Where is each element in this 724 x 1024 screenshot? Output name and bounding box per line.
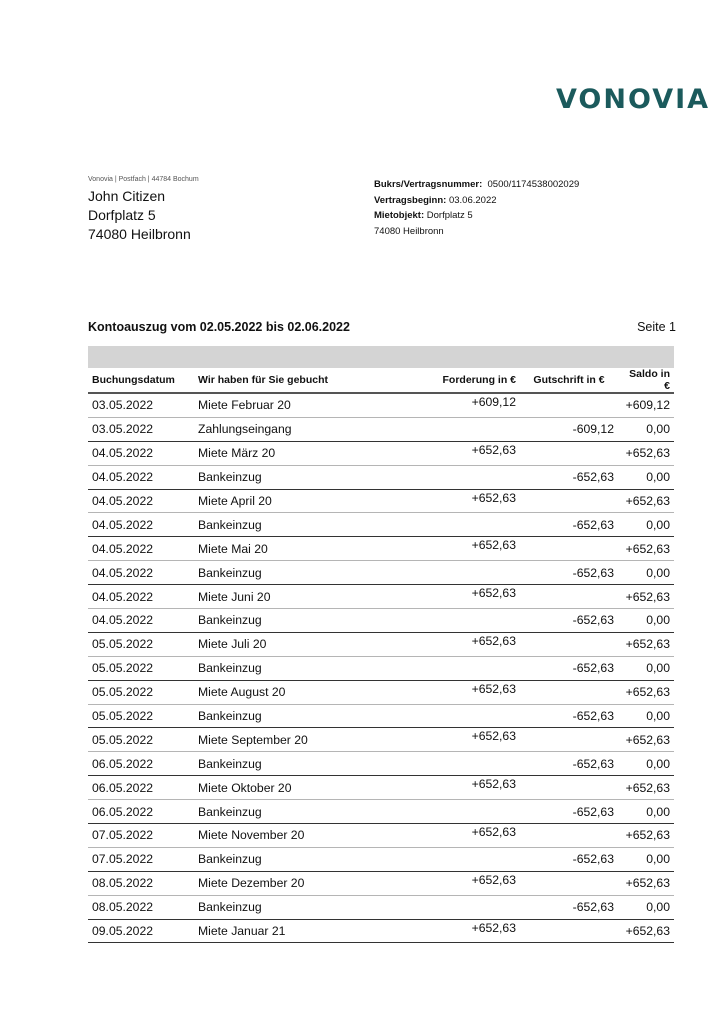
rental-object-city: 74080 Heilbronn xyxy=(374,225,444,237)
table-row xyxy=(88,847,674,871)
cell-date: 05.05.2022 xyxy=(88,632,194,656)
cell-balance: 0,00 xyxy=(618,847,674,871)
cell-credit xyxy=(520,776,618,800)
page-number: Seite 1 xyxy=(637,320,676,334)
cell-charge: +652,63 xyxy=(412,776,520,800)
cell-balance: 0,00 xyxy=(618,465,674,489)
cell-charge: +652,63 xyxy=(412,728,520,752)
table-row xyxy=(88,585,674,609)
cell-description: Bankeinzug xyxy=(194,609,412,633)
cell-balance: 0,00 xyxy=(618,895,674,919)
cell-date: 06.05.2022 xyxy=(88,800,194,824)
table-row xyxy=(88,465,674,489)
col-header-balance: Saldo in € xyxy=(618,368,674,393)
table-row xyxy=(88,441,674,465)
table-row xyxy=(88,656,674,680)
table-row xyxy=(88,537,674,561)
table-header-bar xyxy=(88,346,674,368)
table-row xyxy=(88,776,674,800)
table-row xyxy=(88,609,674,633)
cell-credit: -652,63 xyxy=(520,561,618,585)
cell-description: Bankeinzug xyxy=(194,704,412,728)
cell-charge xyxy=(412,561,520,585)
cell-date: 04.05.2022 xyxy=(88,537,194,561)
cell-credit xyxy=(520,871,618,895)
cell-charge: +652,63 xyxy=(412,537,520,561)
cell-credit: -609,12 xyxy=(520,417,618,441)
contract-start: 03.06.2022 xyxy=(448,194,497,206)
cell-balance: +652,63 xyxy=(618,776,674,800)
cell-credit xyxy=(520,537,618,561)
cell-charge: +652,63 xyxy=(412,824,520,848)
cell-description: Miete Januar 21 xyxy=(194,919,412,943)
statement-title: Kontoauszug vom 02.05.2022 bis 02.06.2022 xyxy=(88,320,350,334)
table-row xyxy=(88,632,674,656)
table-row xyxy=(88,704,674,728)
cell-balance: +652,63 xyxy=(618,919,674,943)
sender-line: Vonovia | Postfach | 44784 Bochum xyxy=(88,176,199,183)
table-row xyxy=(88,728,674,752)
cell-credit: -652,63 xyxy=(520,513,618,537)
cell-balance: 0,00 xyxy=(618,800,674,824)
table-row xyxy=(88,871,674,895)
cell-charge: +652,63 xyxy=(412,441,520,465)
col-header-credit: Gutschrift in € xyxy=(520,368,618,393)
cell-description: Miete August 20 xyxy=(194,680,412,704)
cell-credit xyxy=(520,919,618,943)
transactions-table xyxy=(88,368,674,943)
contract-info xyxy=(374,177,579,239)
cell-date: 04.05.2022 xyxy=(88,513,194,537)
cell-description: Bankeinzug xyxy=(194,561,412,585)
cell-charge xyxy=(412,513,520,537)
cell-description: Bankeinzug xyxy=(194,895,412,919)
cell-credit xyxy=(520,632,618,656)
cell-date: 06.05.2022 xyxy=(88,776,194,800)
vonovia-logo: VONOVIA xyxy=(556,84,711,115)
cell-credit: -652,63 xyxy=(520,704,618,728)
table-row xyxy=(88,800,674,824)
recipient-city: 74080 Heilbronn xyxy=(88,226,191,242)
cell-credit xyxy=(520,728,618,752)
cell-description: Miete Mai 20 xyxy=(194,537,412,561)
cell-description: Miete Dezember 20 xyxy=(194,871,412,895)
cell-credit xyxy=(520,680,618,704)
cell-charge xyxy=(412,895,520,919)
table-row xyxy=(88,393,674,417)
cell-charge xyxy=(412,704,520,728)
col-header-description: Wir haben für Sie gebucht xyxy=(194,368,412,393)
cell-balance: 0,00 xyxy=(618,561,674,585)
cell-description: Miete Oktober 20 xyxy=(194,776,412,800)
cell-credit: -652,63 xyxy=(520,895,618,919)
cell-description: Miete November 20 xyxy=(194,824,412,848)
cell-charge: +652,63 xyxy=(412,489,520,513)
cell-charge: +652,63 xyxy=(412,585,520,609)
cell-credit xyxy=(520,585,618,609)
table-row xyxy=(88,561,674,585)
cell-credit: -652,63 xyxy=(520,847,618,871)
cell-balance: +652,63 xyxy=(618,728,674,752)
cell-date: 04.05.2022 xyxy=(88,609,194,633)
cell-balance: +652,63 xyxy=(618,632,674,656)
cell-date: 08.05.2022 xyxy=(88,895,194,919)
cell-credit: -652,63 xyxy=(520,752,618,776)
cell-description: Bankeinzug xyxy=(194,513,412,537)
table-row xyxy=(88,489,674,513)
table-row xyxy=(88,824,674,848)
cell-date: 04.05.2022 xyxy=(88,489,194,513)
cell-description: Bankeinzug xyxy=(194,847,412,871)
cell-charge xyxy=(412,417,520,441)
cell-date: 05.05.2022 xyxy=(88,656,194,680)
cell-credit xyxy=(520,489,618,513)
cell-charge xyxy=(412,752,520,776)
contract-number: 0500/1174538002029 xyxy=(487,179,580,190)
cell-description: Miete April 20 xyxy=(194,489,412,513)
cell-charge: +652,63 xyxy=(412,919,520,943)
cell-description: Bankeinzug xyxy=(194,465,412,489)
table-row xyxy=(88,752,674,776)
cell-description: Zahlungseingang xyxy=(194,417,412,441)
cell-charge xyxy=(412,609,520,633)
cell-date: 05.05.2022 xyxy=(88,680,194,704)
cell-balance: +652,63 xyxy=(618,824,674,848)
cell-date: 08.05.2022 xyxy=(88,871,194,895)
cell-balance: +652,63 xyxy=(618,871,674,895)
rental-object: Dorfplatz 5 xyxy=(426,210,473,221)
cell-description: Miete Februar 20 xyxy=(194,393,412,417)
table-row xyxy=(88,680,674,704)
cell-charge xyxy=(412,465,520,489)
cell-balance: 0,00 xyxy=(618,704,674,728)
col-header-date: Buchungsdatum xyxy=(88,368,194,393)
cell-credit xyxy=(520,824,618,848)
table-row xyxy=(88,919,674,943)
cell-credit: -652,63 xyxy=(520,465,618,489)
cell-balance: 0,00 xyxy=(618,656,674,680)
cell-balance: +609,12 xyxy=(618,393,674,417)
recipient-street: Dorfplatz 5 xyxy=(88,207,156,223)
rental-object-label: Mietobjekt: xyxy=(374,210,425,221)
table-row xyxy=(88,513,674,537)
cell-credit: -652,63 xyxy=(520,609,618,633)
cell-date: 06.05.2022 xyxy=(88,752,194,776)
recipient-name: John Citizen xyxy=(88,188,166,204)
cell-credit xyxy=(520,393,618,417)
recipient-address xyxy=(88,187,191,244)
cell-balance: 0,00 xyxy=(618,609,674,633)
table-row xyxy=(88,895,674,919)
cell-date: 03.05.2022 xyxy=(88,417,194,441)
cell-charge: +609,12 xyxy=(412,393,520,417)
cell-date: 05.05.2022 xyxy=(88,728,194,752)
cell-description: Bankeinzug xyxy=(194,752,412,776)
cell-balance: 0,00 xyxy=(618,513,674,537)
cell-date: 04.05.2022 xyxy=(88,441,194,465)
cell-charge: +652,63 xyxy=(412,632,520,656)
cell-description: Miete Juni 20 xyxy=(194,585,412,609)
cell-balance: +652,63 xyxy=(618,585,674,609)
table-row xyxy=(88,417,674,441)
cell-date: 07.05.2022 xyxy=(88,847,194,871)
cell-charge: +652,63 xyxy=(412,871,520,895)
cell-balance: +652,63 xyxy=(618,489,674,513)
cell-description: Bankeinzug xyxy=(194,800,412,824)
cell-credit: -652,63 xyxy=(520,656,618,680)
cell-charge xyxy=(412,656,520,680)
cell-date: 07.05.2022 xyxy=(88,824,194,848)
contract-start-label: Vertragsbeginn: xyxy=(374,194,447,206)
cell-date: 04.05.2022 xyxy=(88,465,194,489)
cell-date: 05.05.2022 xyxy=(88,704,194,728)
cell-balance: 0,00 xyxy=(618,752,674,776)
cell-charge xyxy=(412,847,520,871)
cell-description: Miete Juli 20 xyxy=(194,632,412,656)
cell-credit: -652,63 xyxy=(520,800,618,824)
table-header-row xyxy=(88,368,674,393)
cell-date: 04.05.2022 xyxy=(88,561,194,585)
cell-description: Bankeinzug xyxy=(194,656,412,680)
cell-charge xyxy=(412,800,520,824)
cell-balance: 0,00 xyxy=(618,417,674,441)
col-header-charge: Forderung in € xyxy=(412,368,520,393)
cell-credit xyxy=(520,441,618,465)
cell-balance: +652,63 xyxy=(618,537,674,561)
cell-date: 03.05.2022 xyxy=(88,393,194,417)
cell-date: 09.05.2022 xyxy=(88,919,194,943)
cell-charge: +652,63 xyxy=(412,680,520,704)
cell-date: 04.05.2022 xyxy=(88,585,194,609)
cell-balance: +652,63 xyxy=(618,680,674,704)
contract-number-label: Bukrs/Vertragsnummer: xyxy=(374,179,483,190)
cell-description: Miete September 20 xyxy=(194,728,412,752)
cell-balance: +652,63 xyxy=(618,441,674,465)
cell-description: Miete März 20 xyxy=(194,441,412,465)
